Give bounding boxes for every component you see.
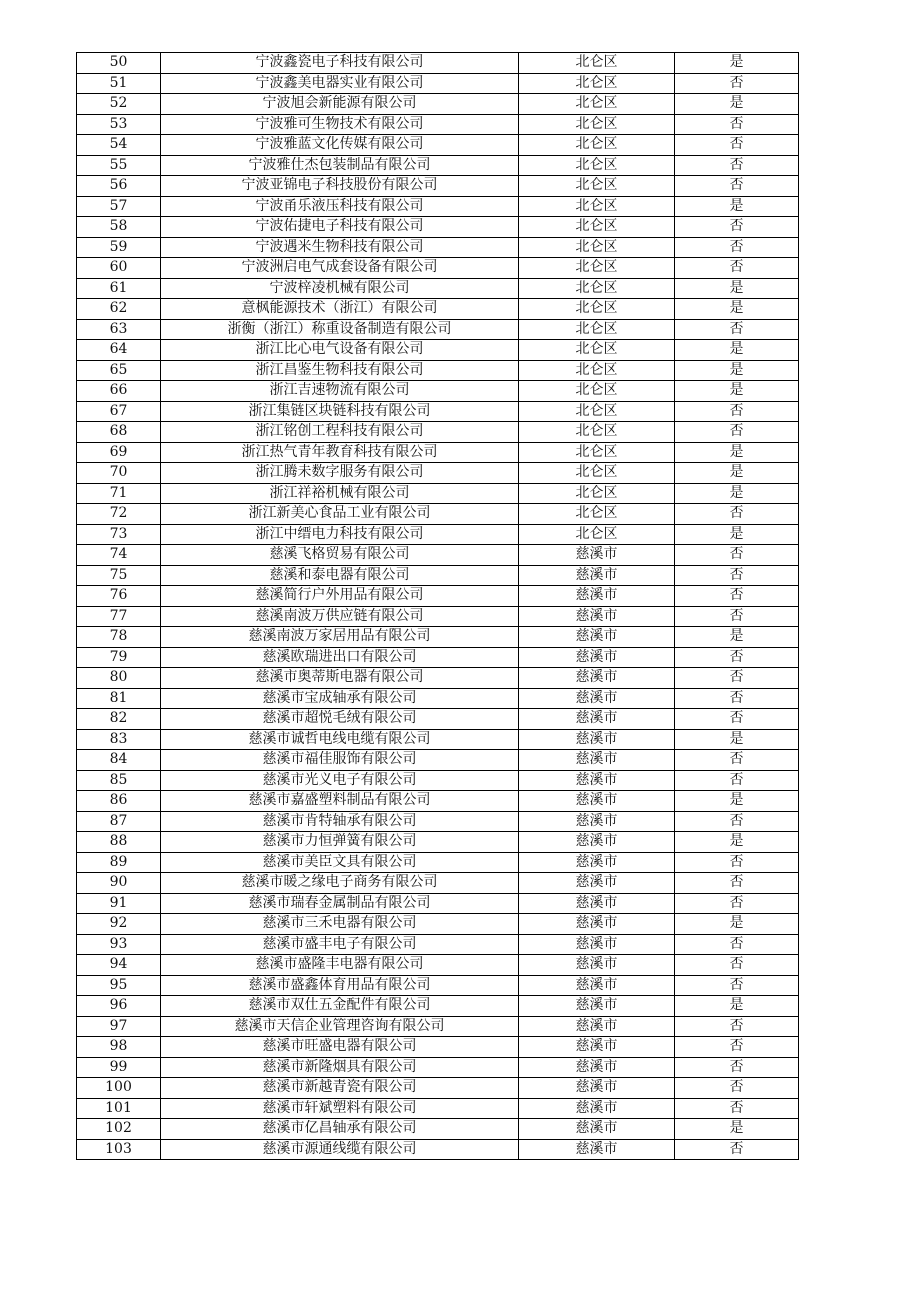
district-cell: 慈溪市 [519,914,675,935]
flag-cell: 是 [675,94,799,115]
district-cell: 北仑区 [519,524,675,545]
table-row [77,422,799,443]
table-row [77,688,799,709]
company-name-cell: 慈溪市暖之缘电子商务有限公司 [161,873,519,894]
table-row [77,852,799,873]
flag-cell: 是 [675,832,799,853]
table-row [77,319,799,340]
flag-cell: 是 [675,340,799,361]
table-row [77,832,799,853]
company-name-cell: 慈溪市宝成轴承有限公司 [161,688,519,709]
table-row [77,1016,799,1037]
company-name-cell: 慈溪市力恒弹簧有限公司 [161,832,519,853]
table-row [77,94,799,115]
row-number-cell: 55 [77,155,161,176]
row-number-cell: 95 [77,975,161,996]
row-number-cell: 99 [77,1057,161,1078]
flag-cell: 否 [675,1016,799,1037]
company-name-cell: 宁波雅蓝文化传媒有限公司 [161,135,519,156]
flag-cell: 否 [675,873,799,894]
table-row [77,934,799,955]
flag-cell: 否 [675,893,799,914]
row-number-cell: 92 [77,914,161,935]
company-name-cell: 慈溪市亿昌轴承有限公司 [161,1119,519,1140]
row-number-cell: 98 [77,1037,161,1058]
flag-cell: 否 [675,668,799,689]
flag-cell: 否 [675,852,799,873]
table-row [77,278,799,299]
district-cell: 慈溪市 [519,1119,675,1140]
district-cell: 北仑区 [519,258,675,279]
flag-cell: 是 [675,360,799,381]
row-number-cell: 75 [77,565,161,586]
flag-cell: 否 [675,1078,799,1099]
row-number-cell: 61 [77,278,161,299]
row-number-cell: 74 [77,545,161,566]
company-name-cell: 宁波佑捷电子科技有限公司 [161,217,519,238]
district-cell: 慈溪市 [519,934,675,955]
table-row [77,955,799,976]
row-number-cell: 64 [77,340,161,361]
flag-cell: 否 [675,114,799,135]
row-number-cell: 69 [77,442,161,463]
flag-cell: 是 [675,524,799,545]
flag-cell: 是 [675,442,799,463]
district-cell: 北仑区 [519,463,675,484]
company-name-cell: 慈溪和泰电器有限公司 [161,565,519,586]
table-row [77,381,799,402]
row-number-cell: 57 [77,196,161,217]
flag-cell: 是 [675,729,799,750]
flag-cell: 否 [675,586,799,607]
row-number-cell: 77 [77,606,161,627]
flag-cell: 否 [675,545,799,566]
company-name-cell: 浙江比心电气设备有限公司 [161,340,519,361]
row-number-cell: 54 [77,135,161,156]
row-number-cell: 85 [77,770,161,791]
company-name-cell: 宁波洲启电气成套设备有限公司 [161,258,519,279]
district-cell: 慈溪市 [519,647,675,668]
flag-cell: 否 [675,1098,799,1119]
table-row [77,1078,799,1099]
district-cell: 北仑区 [519,135,675,156]
table-row [77,996,799,1017]
flag-cell: 是 [675,791,799,812]
flag-cell: 否 [675,217,799,238]
company-name-cell: 慈溪市盛丰电子有限公司 [161,934,519,955]
district-cell: 北仑区 [519,401,675,422]
district-cell: 北仑区 [519,278,675,299]
table-row [77,483,799,504]
table-row [77,524,799,545]
district-cell: 北仑区 [519,299,675,320]
table-row [77,360,799,381]
district-cell: 北仑区 [519,94,675,115]
flag-cell: 否 [675,1139,799,1160]
flag-cell: 否 [675,155,799,176]
row-number-cell: 79 [77,647,161,668]
company-name-cell: 浙江铭创工程科技有限公司 [161,422,519,443]
company-name-cell: 慈溪市三禾电器有限公司 [161,914,519,935]
row-number-cell: 65 [77,360,161,381]
company-name-cell: 慈溪市美臣文具有限公司 [161,852,519,873]
company-name-cell: 宁波遇米生物科技有限公司 [161,237,519,258]
flag-cell: 否 [675,135,799,156]
row-number-cell: 60 [77,258,161,279]
row-number-cell: 90 [77,873,161,894]
district-cell: 慈溪市 [519,1037,675,1058]
table-row [77,893,799,914]
table-row [77,606,799,627]
company-name-cell: 慈溪市双仕五金配件有限公司 [161,996,519,1017]
row-number-cell: 88 [77,832,161,853]
row-number-cell: 67 [77,401,161,422]
company-name-cell: 慈溪市新越青瓷有限公司 [161,1078,519,1099]
company-name-cell: 慈溪飞格贸易有限公司 [161,545,519,566]
flag-cell: 是 [675,278,799,299]
row-number-cell: 70 [77,463,161,484]
table-row [77,258,799,279]
row-number-cell: 82 [77,709,161,730]
table-row [77,73,799,94]
row-number-cell: 84 [77,750,161,771]
company-name-cell: 慈溪市奥蒂斯电器有限公司 [161,668,519,689]
district-cell: 慈溪市 [519,586,675,607]
table-row [77,1139,799,1160]
row-number-cell: 63 [77,319,161,340]
flag-cell: 是 [675,196,799,217]
district-cell: 北仑区 [519,237,675,258]
row-number-cell: 68 [77,422,161,443]
company-name-cell: 慈溪欧瑞进出口有限公司 [161,647,519,668]
district-cell: 慈溪市 [519,873,675,894]
district-cell: 慈溪市 [519,1078,675,1099]
table-row [77,811,799,832]
company-name-cell: 慈溪市嘉盛塑料制品有限公司 [161,791,519,812]
company-name-cell: 宁波梓凌机械有限公司 [161,278,519,299]
company-name-cell: 慈溪市天信企业管理咨询有限公司 [161,1016,519,1037]
company-name-cell: 浙江祥裕机械有限公司 [161,483,519,504]
company-name-cell: 浙江中缙电力科技有限公司 [161,524,519,545]
row-number-cell: 103 [77,1139,161,1160]
flag-cell: 否 [675,750,799,771]
company-name-cell: 宁波旭会新能源有限公司 [161,94,519,115]
flag-cell: 否 [675,237,799,258]
company-name-cell: 慈溪市瑞春金属制品有限公司 [161,893,519,914]
table-row [77,586,799,607]
flag-cell: 否 [675,934,799,955]
company-name-cell: 浙衡（浙江）称重设备制造有限公司 [161,319,519,340]
row-number-cell: 76 [77,586,161,607]
row-number-cell: 96 [77,996,161,1017]
table-row [77,299,799,320]
company-name-cell: 慈溪市新隆烟具有限公司 [161,1057,519,1078]
table-row [77,709,799,730]
flag-cell: 否 [675,770,799,791]
district-cell: 北仑区 [519,319,675,340]
flag-cell: 是 [675,483,799,504]
flag-cell: 否 [675,1057,799,1078]
row-number-cell: 86 [77,791,161,812]
company-name-cell: 慈溪简行户外用品有限公司 [161,586,519,607]
row-number-cell: 53 [77,114,161,135]
table-row [77,914,799,935]
district-cell: 慈溪市 [519,893,675,914]
flag-cell: 是 [675,299,799,320]
row-number-cell: 97 [77,1016,161,1037]
table-row [77,401,799,422]
table-row [77,504,799,525]
table-row [77,770,799,791]
table-row [77,1098,799,1119]
district-cell: 慈溪市 [519,606,675,627]
table-row [77,135,799,156]
flag-cell: 是 [675,627,799,648]
row-number-cell: 78 [77,627,161,648]
table-body [77,53,799,1160]
company-name-cell: 慈溪市源通线缆有限公司 [161,1139,519,1160]
table-row [77,237,799,258]
district-cell: 慈溪市 [519,1098,675,1119]
row-number-cell: 94 [77,955,161,976]
row-number-cell: 72 [77,504,161,525]
district-cell: 北仑区 [519,73,675,94]
row-number-cell: 101 [77,1098,161,1119]
table-row [77,176,799,197]
table-row [77,114,799,135]
company-name-cell: 意枫能源技术（浙江）有限公司 [161,299,519,320]
district-cell: 北仑区 [519,504,675,525]
flag-cell: 否 [675,1037,799,1058]
row-number-cell: 52 [77,94,161,115]
company-name-cell: 慈溪市福佳服饰有限公司 [161,750,519,771]
table-row [77,1037,799,1058]
district-cell: 慈溪市 [519,832,675,853]
district-cell: 慈溪市 [519,729,675,750]
company-name-cell: 浙江昌鉴生物科技有限公司 [161,360,519,381]
district-cell: 北仑区 [519,196,675,217]
district-cell: 慈溪市 [519,996,675,1017]
row-number-cell: 66 [77,381,161,402]
row-number-cell: 51 [77,73,161,94]
table-row [77,627,799,648]
company-name-cell: 慈溪市诚哲电线电缆有限公司 [161,729,519,750]
table-row [77,647,799,668]
table-row [77,1119,799,1140]
company-name-cell: 宁波雅仕杰包装制品有限公司 [161,155,519,176]
company-name-cell: 慈溪南波万家居用品有限公司 [161,627,519,648]
row-number-cell: 81 [77,688,161,709]
company-name-cell: 慈溪市轩斌塑料有限公司 [161,1098,519,1119]
flag-cell: 否 [675,647,799,668]
district-cell: 慈溪市 [519,791,675,812]
district-cell: 慈溪市 [519,852,675,873]
row-number-cell: 62 [77,299,161,320]
company-name-cell: 浙江集链区块链科技有限公司 [161,401,519,422]
company-name-cell: 宁波鑫美电器实业有限公司 [161,73,519,94]
district-cell: 慈溪市 [519,955,675,976]
flag-cell: 否 [675,955,799,976]
company-table [76,52,799,1160]
table-row [77,668,799,689]
flag-cell: 否 [675,258,799,279]
district-cell: 慈溪市 [519,565,675,586]
flag-cell: 否 [675,504,799,525]
company-name-cell: 宁波鑫瓷电子科技有限公司 [161,53,519,74]
row-number-cell: 50 [77,53,161,74]
flag-cell: 否 [675,606,799,627]
table-row [77,463,799,484]
district-cell: 北仑区 [519,155,675,176]
table-row [77,1057,799,1078]
table-row [77,791,799,812]
flag-cell: 否 [675,688,799,709]
flag-cell: 否 [675,73,799,94]
district-cell: 北仑区 [519,442,675,463]
district-cell: 慈溪市 [519,1057,675,1078]
row-number-cell: 93 [77,934,161,955]
company-name-cell: 慈溪南波万供应链有限公司 [161,606,519,627]
district-cell: 北仑区 [519,381,675,402]
district-cell: 慈溪市 [519,545,675,566]
district-cell: 慈溪市 [519,1139,675,1160]
row-number-cell: 91 [77,893,161,914]
district-cell: 慈溪市 [519,688,675,709]
district-cell: 北仑区 [519,340,675,361]
district-cell: 北仑区 [519,483,675,504]
district-cell: 慈溪市 [519,1016,675,1037]
company-name-cell: 浙江新美心食品工业有限公司 [161,504,519,525]
district-cell: 北仑区 [519,176,675,197]
district-cell: 慈溪市 [519,770,675,791]
row-number-cell: 59 [77,237,161,258]
row-number-cell: 83 [77,729,161,750]
district-cell: 北仑区 [519,360,675,381]
company-name-cell: 慈溪市盛隆丰电器有限公司 [161,955,519,976]
flag-cell: 是 [675,53,799,74]
flag-cell: 是 [675,914,799,935]
district-cell: 北仑区 [519,217,675,238]
table-row [77,53,799,74]
flag-cell: 否 [675,975,799,996]
company-name-cell: 宁波甬乐液压科技有限公司 [161,196,519,217]
company-name-cell: 宁波雅可生物技术有限公司 [161,114,519,135]
company-name-cell: 浙江吉速物流有限公司 [161,381,519,402]
district-cell: 慈溪市 [519,975,675,996]
district-cell: 慈溪市 [519,750,675,771]
company-name-cell: 浙江热气青年教育科技有限公司 [161,442,519,463]
table-row [77,750,799,771]
row-number-cell: 100 [77,1078,161,1099]
flag-cell: 否 [675,422,799,443]
company-name-cell: 慈溪市肯特轴承有限公司 [161,811,519,832]
district-cell: 北仑区 [519,114,675,135]
row-number-cell: 102 [77,1119,161,1140]
table-row [77,340,799,361]
row-number-cell: 80 [77,668,161,689]
company-name-cell: 慈溪市光义电子有限公司 [161,770,519,791]
flag-cell: 是 [675,1119,799,1140]
company-name-cell: 慈溪市超悦毛绒有限公司 [161,709,519,730]
company-name-cell: 慈溪市盛鑫体育用品有限公司 [161,975,519,996]
table-row [77,155,799,176]
district-cell: 慈溪市 [519,709,675,730]
flag-cell: 否 [675,319,799,340]
company-name-cell: 浙江腾未数字服务有限公司 [161,463,519,484]
table-row [77,442,799,463]
flag-cell: 是 [675,463,799,484]
flag-cell: 否 [675,709,799,730]
table-row [77,545,799,566]
row-number-cell: 87 [77,811,161,832]
company-name-cell: 慈溪市旺盛电器有限公司 [161,1037,519,1058]
table-row [77,729,799,750]
table-row [77,565,799,586]
flag-cell: 否 [675,565,799,586]
district-cell: 北仑区 [519,422,675,443]
table-row [77,873,799,894]
row-number-cell: 58 [77,217,161,238]
table-row [77,217,799,238]
row-number-cell: 73 [77,524,161,545]
district-cell: 慈溪市 [519,811,675,832]
table-row [77,196,799,217]
row-number-cell: 89 [77,852,161,873]
flag-cell: 否 [675,811,799,832]
flag-cell: 否 [675,401,799,422]
flag-cell: 是 [675,381,799,402]
company-name-cell: 宁波亚锦电子科技股份有限公司 [161,176,519,197]
flag-cell: 否 [675,176,799,197]
flag-cell: 是 [675,996,799,1017]
district-cell: 慈溪市 [519,627,675,648]
district-cell: 慈溪市 [519,668,675,689]
row-number-cell: 56 [77,176,161,197]
row-number-cell: 71 [77,483,161,504]
district-cell: 北仑区 [519,53,675,74]
table-row [77,975,799,996]
